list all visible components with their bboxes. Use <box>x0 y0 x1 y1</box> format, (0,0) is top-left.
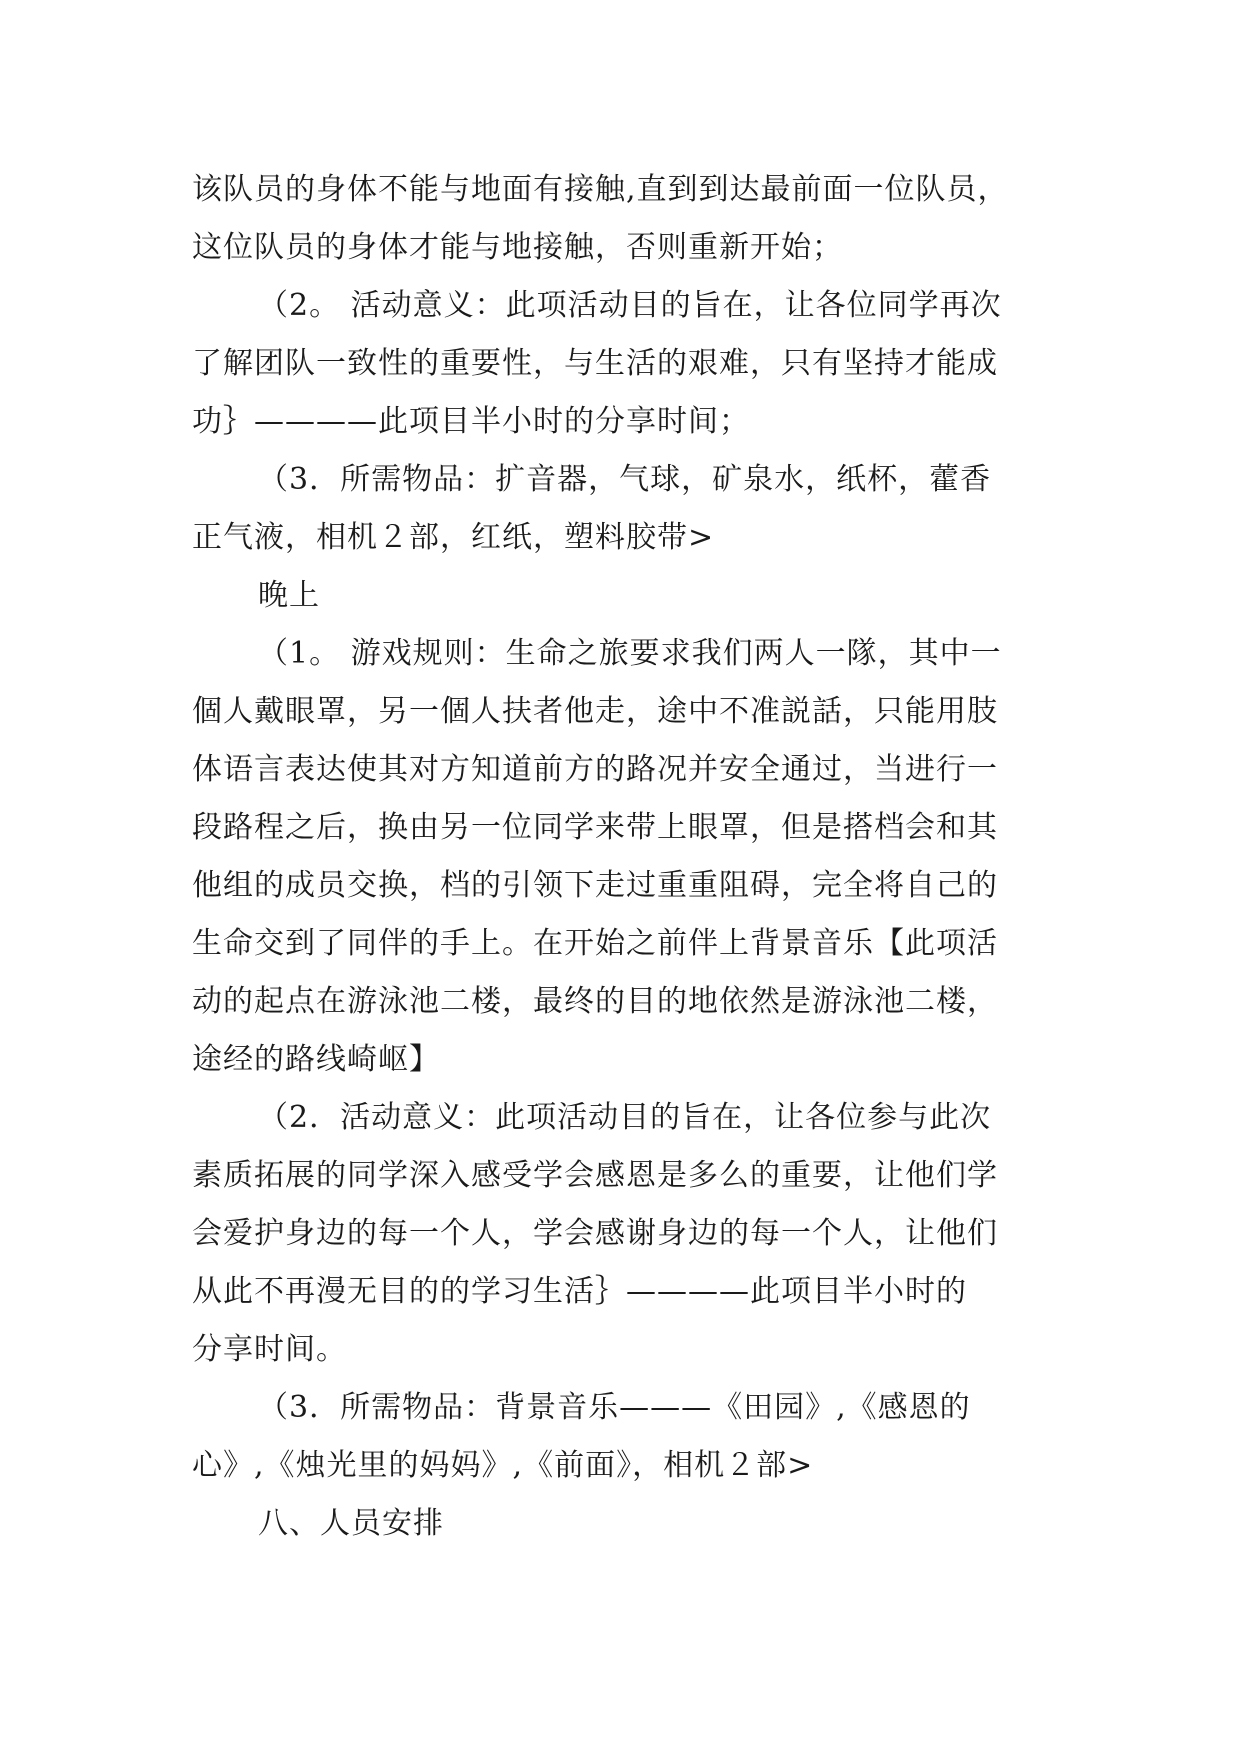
section-heading: 晚上 <box>258 578 320 613</box>
text-line: （2．活动意义：此项活动目的旨在，让各位参与此次 <box>258 1100 992 1135</box>
text-line: （2。 活动意义：此项活动目的旨在，让各位同学再次 <box>258 288 1002 323</box>
text-line: 动的起点在游泳池二楼，最终的目的地依然是游泳池二楼， <box>192 984 998 1019</box>
text-line: 了解团队一致性的重要性，与生活的艰难，只有坚持才能成 <box>192 346 998 381</box>
text-line: 体语言表达使其对方知道前方的路况并安全通过，当进行一 <box>192 752 998 787</box>
text-line: 個人戴眼罩，另一個人扶者他走，途中不准説話，只能用肢 <box>192 694 998 729</box>
text-line: （1。 游戏规则：生命之旅要求我们两人一隊，其中一 <box>258 636 1002 671</box>
text-line: （3．所需物品：背景音乐———《田园》,《感恩的 <box>258 1390 971 1425</box>
text-line: 素质拓展的同学深入感受学会感恩是多么的重要，让他们学 <box>192 1158 998 1193</box>
text-line: 这位队员的身体才能与地接触，否则重新开始； <box>192 230 843 265</box>
text-line: 分享时间。 <box>192 1332 347 1367</box>
text-line: 正气液，相机２部，红纸，塑料胶带> <box>192 520 715 555</box>
section-heading: 八、人员安排 <box>258 1506 444 1541</box>
text-line: 从此不再漫无目的的学习生活｝————此项目半小时的 <box>192 1274 967 1309</box>
text-line: 该队员的身体不能与地面有接触,直到到达最前面一位队员， <box>192 172 1009 207</box>
text-line: 他组的成员交换，档的引领下走过重重阻碍，完全将自己的 <box>192 868 998 903</box>
text-line: （3．所需物品：扩音器，气球，矿泉水，纸杯，藿香 <box>258 462 992 497</box>
text-line: 心》,《烛光里的妈妈》,《前面》，相机２部> <box>192 1448 814 1483</box>
text-line: 会爱护身边的每一个人，学会感谢身边的每一个人，让他们 <box>192 1216 998 1251</box>
text-line: 途经的路线崎岖】 <box>192 1042 440 1077</box>
text-line: 段路程之后，换由另一位同学来带上眼罩，但是搭档会和其 <box>192 810 998 845</box>
text-line: 生命交到了同伴的手上。在开始之前伴上背景音乐【此项活 <box>192 926 998 961</box>
text-line: 功｝————此项目半小时的分享时间； <box>192 404 750 439</box>
